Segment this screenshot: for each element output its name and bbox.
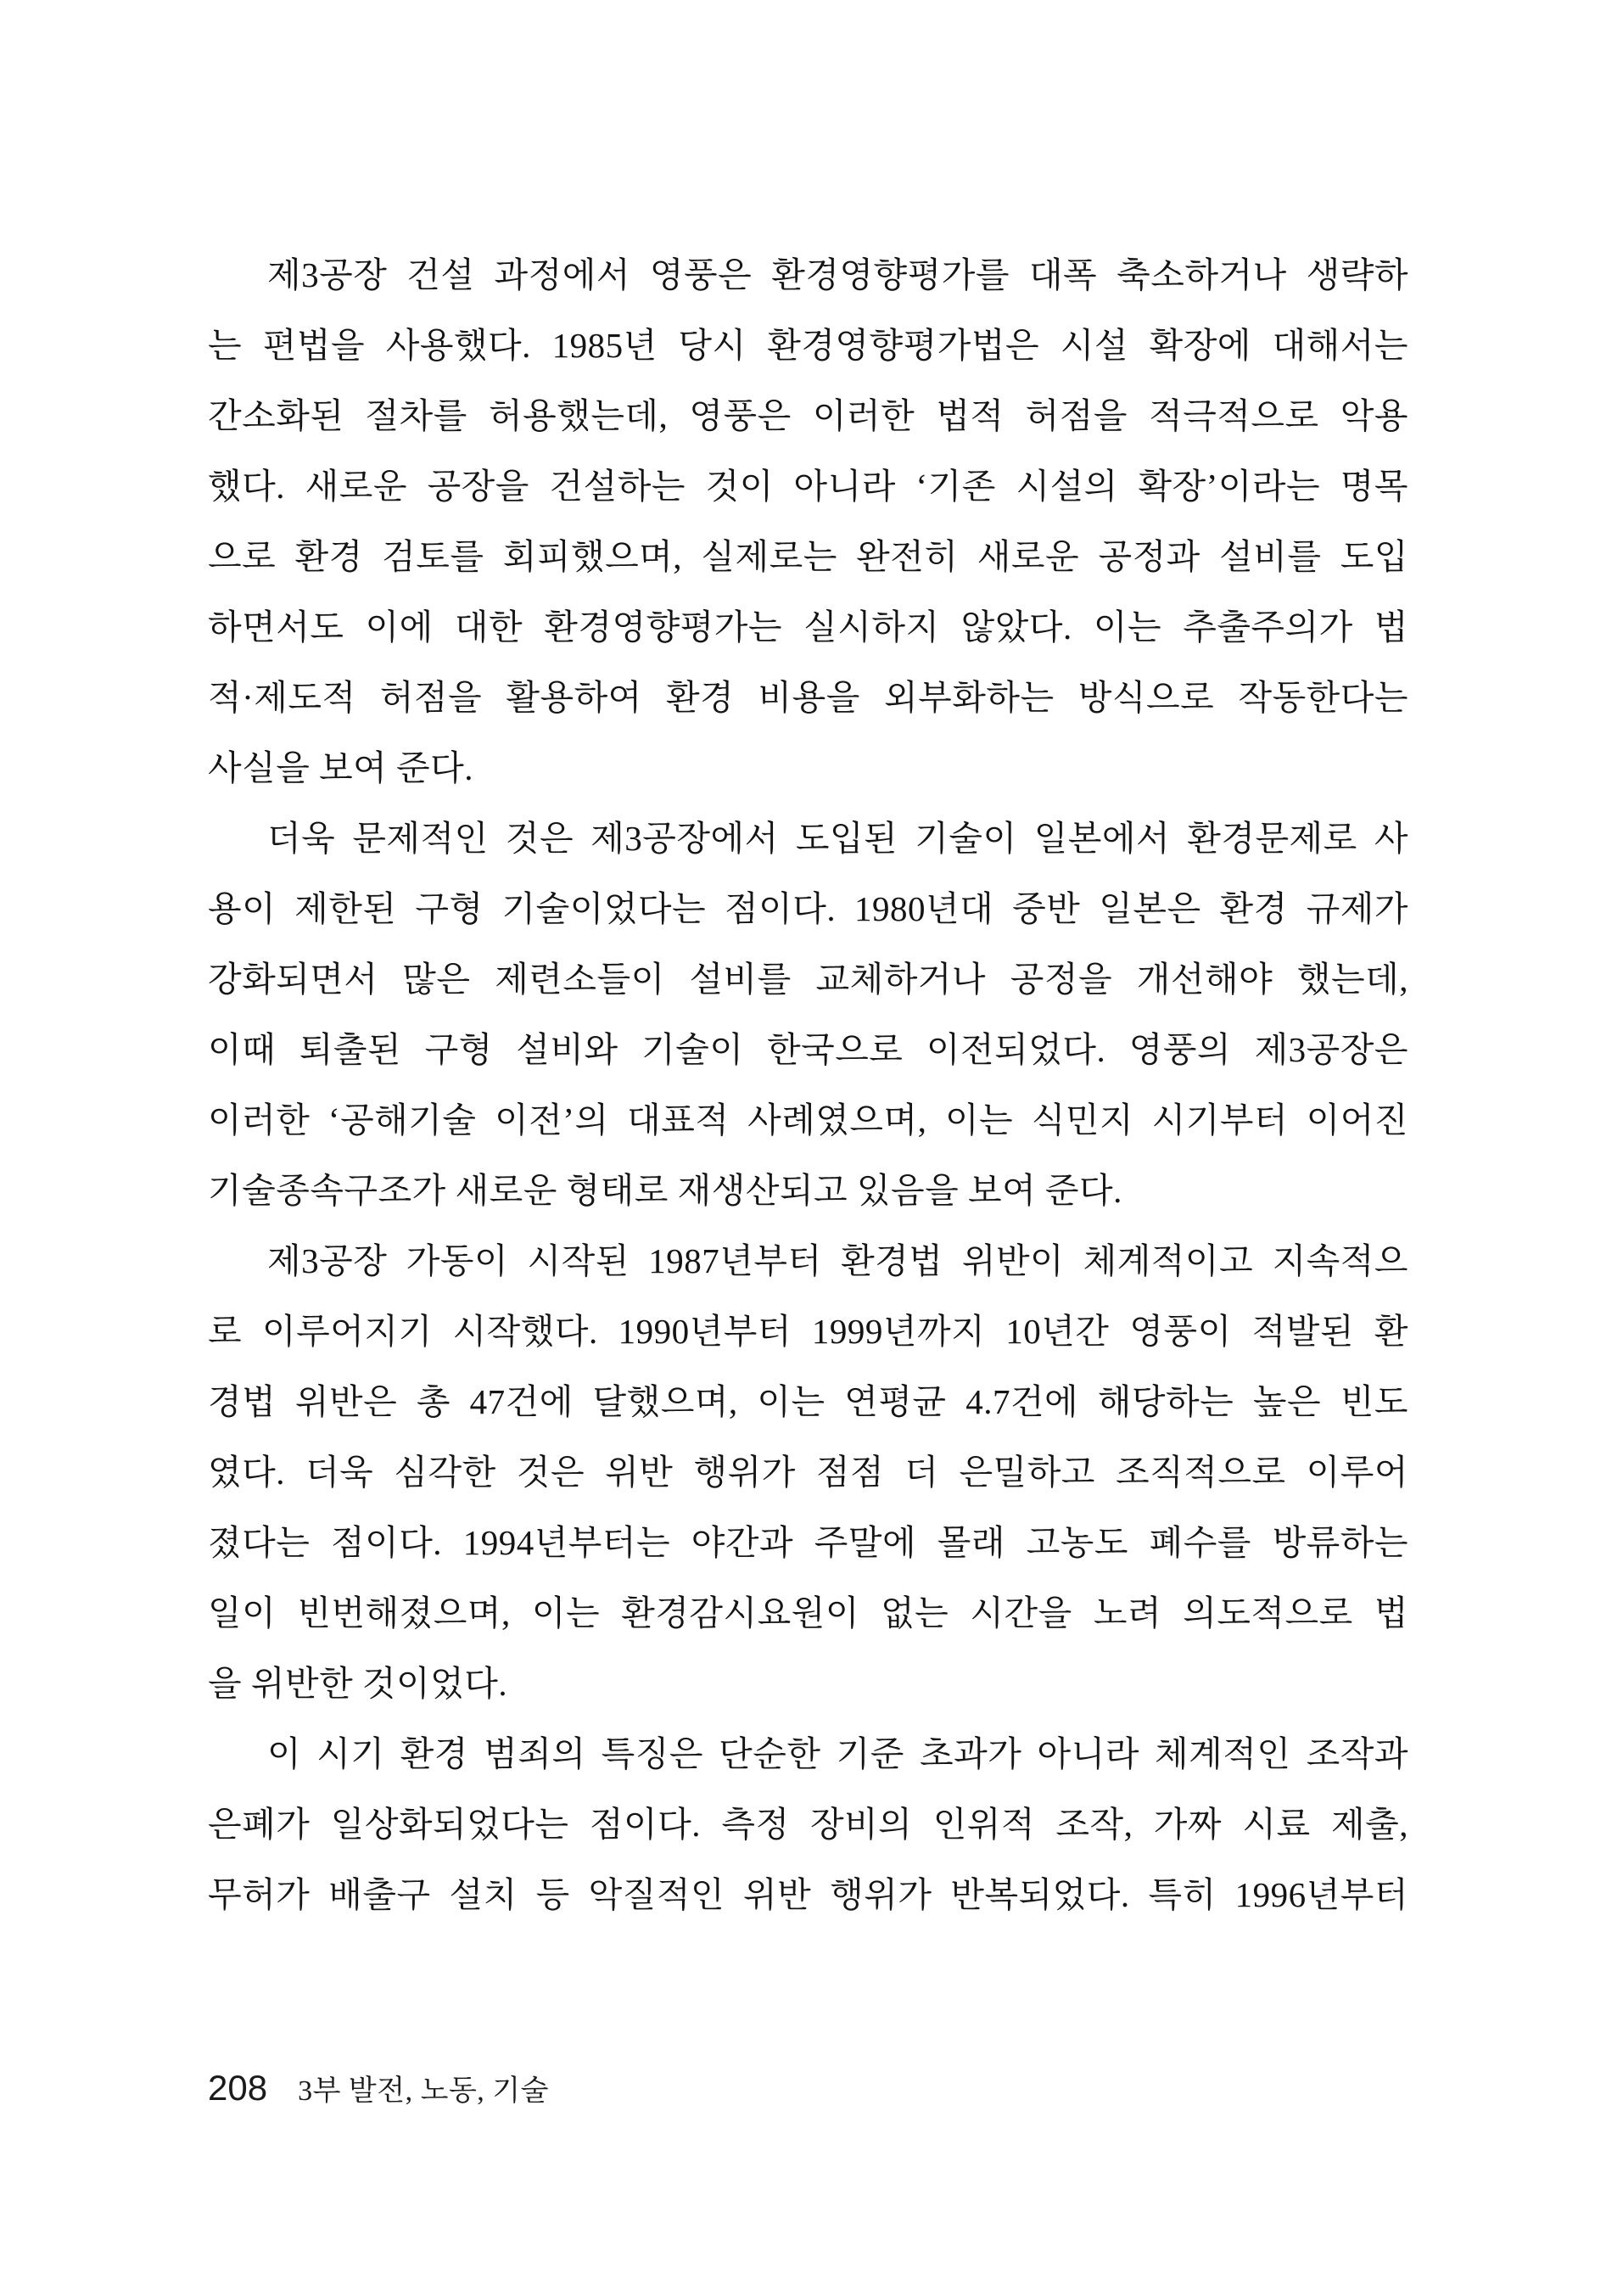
- paragraph: [208, 240, 1408, 804]
- text-line: 으로 환경 검토를 회피했으며, 실제로는 완전히 새로운 공정과 설비를 도입: [208, 537, 1408, 576]
- text-line: 하면서도 이에 대한 환경영향평가는 실시하지 않았다. 이는 추출주의가 법: [208, 608, 1408, 647]
- paragraph: [208, 1226, 1408, 1719]
- text-line: 제3공장 건설 과정에서 영풍은 환경영향평가를 대폭 축소하거나 생략하: [267, 255, 1408, 294]
- page-footer: [208, 2067, 549, 2108]
- text-line: 이 시기 환경 범죄의 특징은 단순한 기준 초과가 아니라 체계적인 조작과: [267, 1734, 1408, 1773]
- page-number: 208: [208, 2068, 268, 2108]
- running-title: 3부 발전, 노동, 기술: [298, 2075, 549, 2107]
- text-line: 했다. 새로운 공장을 건설하는 것이 아니라 ‘기존 시설의 확장’이라는 명목: [208, 467, 1408, 506]
- text-line: 졌다는 점이다. 1994년부터는 야간과 주말에 몰래 고농도 폐수를 방류하는: [208, 1523, 1408, 1562]
- text-line: 경법 위반은 총 47건에 달했으며, 이는 연평균 4.7건에 해당하는 높은 빈도: [208, 1382, 1408, 1421]
- text-line: 기술종속구조가 새로운 형태로 재생산되고 있음을 보여 준다.: [208, 1171, 1122, 1210]
- text-line: 는 편법을 사용했다. 1985년 당시 환경영향평가법은 시설 확장에 대해서는: [208, 326, 1408, 365]
- body-text: [208, 240, 1408, 1930]
- text-line: 이러한 ‘공해기술 이전’의 대표적 사례였으며, 이는 식민지 시기부터 이어진: [208, 1100, 1408, 1140]
- text-line: 일이 빈번해졌으며, 이는 환경감시요원이 없는 시간을 노려 의도적으로 법: [208, 1593, 1408, 1632]
- text-line: 강화되면서 많은 제련소들이 설비를 교체하거나 공정을 개선해야 했는데,: [208, 960, 1408, 999]
- paragraph: [208, 804, 1408, 1226]
- text-line: 로 이루어지기 시작했다. 1990년부터 1999년까지 10년간 영풍이 적발된 환: [208, 1312, 1408, 1351]
- text-line: 을 위반한 것이었다.: [208, 1664, 508, 1703]
- paragraph: [208, 1719, 1408, 1930]
- text-line: 이때 퇴출된 구형 설비와 기술이 한국으로 이전되었다. 영풍의 제3공장은: [208, 1030, 1408, 1069]
- text-line: 제3공장 가동이 시작된 1987년부터 환경법 위반이 체계적이고 지속적으: [267, 1241, 1408, 1280]
- text-line: 더욱 문제적인 것은 제3공장에서 도입된 기술이 일본에서 환경문제로 사: [267, 819, 1408, 858]
- text-line: 간소화된 절차를 허용했는데, 영풍은 이러한 법적 허점을 적극적으로 악용: [208, 396, 1408, 435]
- text-line: 용이 제한된 구형 기술이었다는 점이다. 1980년대 중반 일본은 환경 규제가: [208, 889, 1408, 928]
- text-line: 였다. 더욱 심각한 것은 위반 행위가 점점 더 은밀하고 조직적으로 이루어: [208, 1453, 1408, 1492]
- text-line: 무허가 배출구 설치 등 악질적인 위반 행위가 반복되었다. 특히 1996년부터: [208, 1875, 1408, 1914]
- text-line: 적·제도적 허점을 활용하여 환경 비용을 외부화하는 방식으로 작동한다는: [208, 678, 1408, 717]
- text-line: 사실을 보여 준다.: [208, 748, 473, 787]
- text-line: 은폐가 일상화되었다는 점이다. 측정 장비의 인위적 조작, 가짜 시료 제출,: [208, 1805, 1408, 1844]
